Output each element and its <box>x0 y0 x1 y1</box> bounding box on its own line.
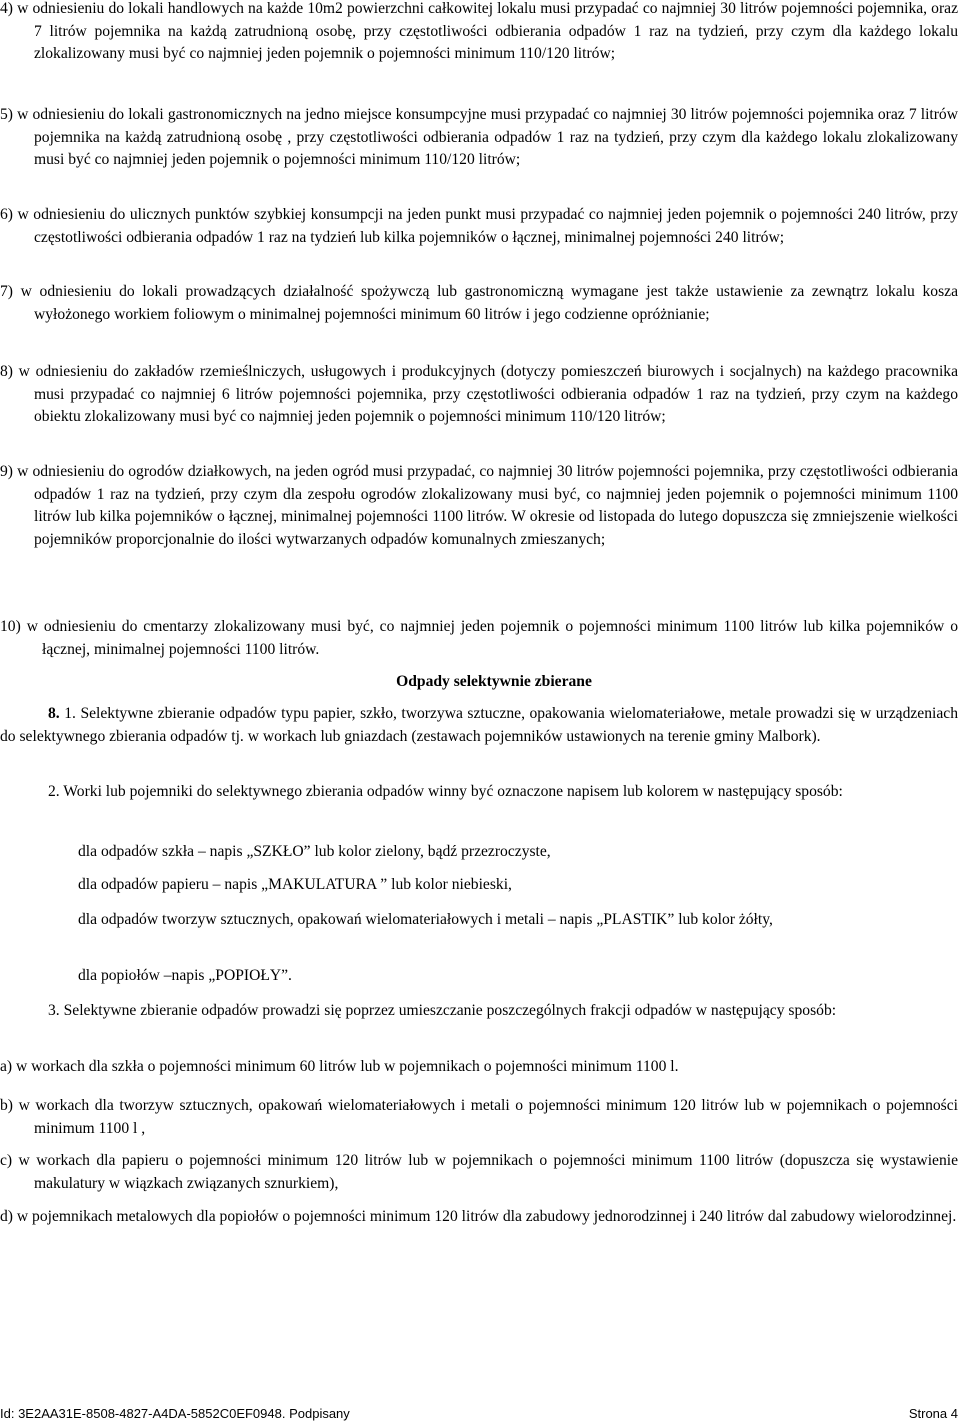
section-8-paragraph-3: 3. Selektywne zbieranie odpadów prowadzi się poprzez umieszczanie poszczególnych frakcji odpadów w następujący sposób: <box>48 1002 837 1019</box>
page-number: Strona 4 <box>908 1406 958 1421</box>
marking-item-glass: dla odpadów szkła – napis „SZKŁO” lub kolor zielony, bądź przezroczyste, <box>78 843 551 860</box>
lettered-item-d: d) w pojemnikach metalowych dla popiołów o pojemności minimum 120 litrów dla zabudowy jednorodzinnej i 240 litrów dal zabudowy wielorodzinnej. <box>0 1208 957 1225</box>
section-8-paragraph-1-text: 1. Selektywne zbieranie odpadów typu papier, szkło, tworzywa sztuczne, opakowania wielomateriałowe, metale prowadzi się w urządzeniach do selektywnego zbierania odpadów tj. w workach lub gniazdach (zestawach pojemników ustawionych na terenie gminy Malbork). <box>0 705 958 745</box>
marking-item-paper: dla odpadów papieru – napis „MAKULATURA ” lub kolor niebieski, <box>78 876 512 893</box>
list-item-6: 6) w odniesieniu do ulicznych punktów szybkiej konsumpcji na jeden punkt musi przypadać co najmniej jeden pojemnik o pojemności 240 litrów, przy częstotliwości odbierania odpadów 1 raz na tydzień lub kilka pojemników o łącznej, minimalnej pojemności 240 litrów; <box>0 206 958 246</box>
document-id: Id: 3E2AA31E-8508-4827-A4DA-5852C0EF0948. Podpisany <box>0 1406 350 1421</box>
section-8-paragraph-2: 2. Worki lub pojemniki do selektywnego zbierania odpadów winny być oznaczone napisem lub kolorem w następujący sposób: <box>48 783 843 800</box>
marking-item-ash: dla popiołów –napis „POPIOŁY”. <box>78 967 292 984</box>
section-heading: Odpady selektywnie zbierane <box>396 673 592 690</box>
marking-item-plastic: dla odpadów tworzyw sztucznych, opakowań wielomateriałowych i metali – napis „PLASTIK” lub kolor żółty, <box>78 911 773 928</box>
list-item-9: 9) w odniesieniu do ogrodów działkowych, na jeden ogród musi przypadać, co najmniej 30 litrów pojemności pojemnika, przy częstotliwości odbierania odpadów 1 raz na tydzień, przy czym dla zespołu ogrodów zlokalizowany musi być, co najmniej jeden pojemnik o pojemności minimum 1100 litrów lub kilka pojemników o łącznej, minimalnej pojemności 1100 litrów. W okresie od listopada do lutego dopuszcza się zmniejszenie wielkości pojemników proporcjonalnie do ilości wytwarzanych odpadów komunalnych zmieszanych; <box>0 463 958 548</box>
lettered-item-a: a) w workach dla szkła o pojemności minimum 60 litrów lub w pojemnikach o pojemności minimum 1100 l. <box>0 1058 679 1075</box>
list-item-5: 5) w odniesieniu do lokali gastronomicznych na jedno miejsce konsumpcyjne musi przypadać co najmniej 30 litrów pojemności pojemnika oraz 7 litrów pojemnika na każdą zatrudnioną osobę , przy częstotliwości odbierania odpadów 1 raz na tydzień, przy czym dla każdego lokalu zlokalizowany musi być co najmniej jeden pojemnik o pojemności minimum 110/120 litrów; <box>0 106 958 169</box>
section-8-number: 8. <box>48 705 60 722</box>
section-8-paragraph-1 <box>0 703 958 748</box>
list-item-7: 7) w odniesieniu do lokali prowadzących działalność spożywczą lub gastronomiczną wymagane jest także ustawienie za zewnątrz lokalu kosza wyłożonego workiem foliowym o minimalnej pojemności minimum 60 litrów i jego codzienne opróżnianie; <box>0 283 958 323</box>
lettered-item-c: c) w workach dla papieru o pojemności minimum 120 litrów lub w pojemnikach o pojemności minimum 1100 litrów (dopuszcza się wystawienie makulatury w wiązkach związanych sznurkiem), <box>0 1152 958 1192</box>
list-item-8: 8) w odniesieniu do zakładów rzemieślniczych, usługowych i produkcyjnych (dotyczy pomieszczeń biurowych i socjalnych) na każdego pracownika musi przypadać co najmniej 6 litrów pojemności pojemnika, przy częstotliwości odbierania odpadów 1 raz na tydzień, przy czym na każdego obiektu zlokalizowany musi być co najmniej jeden pojemnik o pojemności minimum 110/120 litrów; <box>0 363 958 426</box>
lettered-item-b: b) w workach dla tworzyw sztucznych, opakowań wielomateriałowych i metali o pojemności minimum 120 litrów lub w pojemnikach o pojemności minimum 1100 l , <box>0 1097 958 1137</box>
list-item-4: 4) w odniesieniu do lokali handlowych na każde 10m2 powierzchni całkowitej lokalu musi przypadać co najmniej 30 litrów pojemności pojemnika, oraz 7 litrów pojemnika na każdą zatrudnioną osobę, przy częstotliwości odbierania odpadów 1 raz na tydzień, przy czym dla każdego lokalu zlokalizowany musi być co najmniej jeden pojemnik o pojemności minimum 110/120 litrów; <box>0 0 958 63</box>
list-item-10: 10) w odniesieniu do cmentarzy zlokalizowany musi być, co najmniej jeden pojemnik o pojemności minimum 1100 litrów lub kilka pojemników o łącznej, minimalnej pojemności 1100 litrów. <box>0 618 958 658</box>
page-footer <box>0 1406 958 1422</box>
